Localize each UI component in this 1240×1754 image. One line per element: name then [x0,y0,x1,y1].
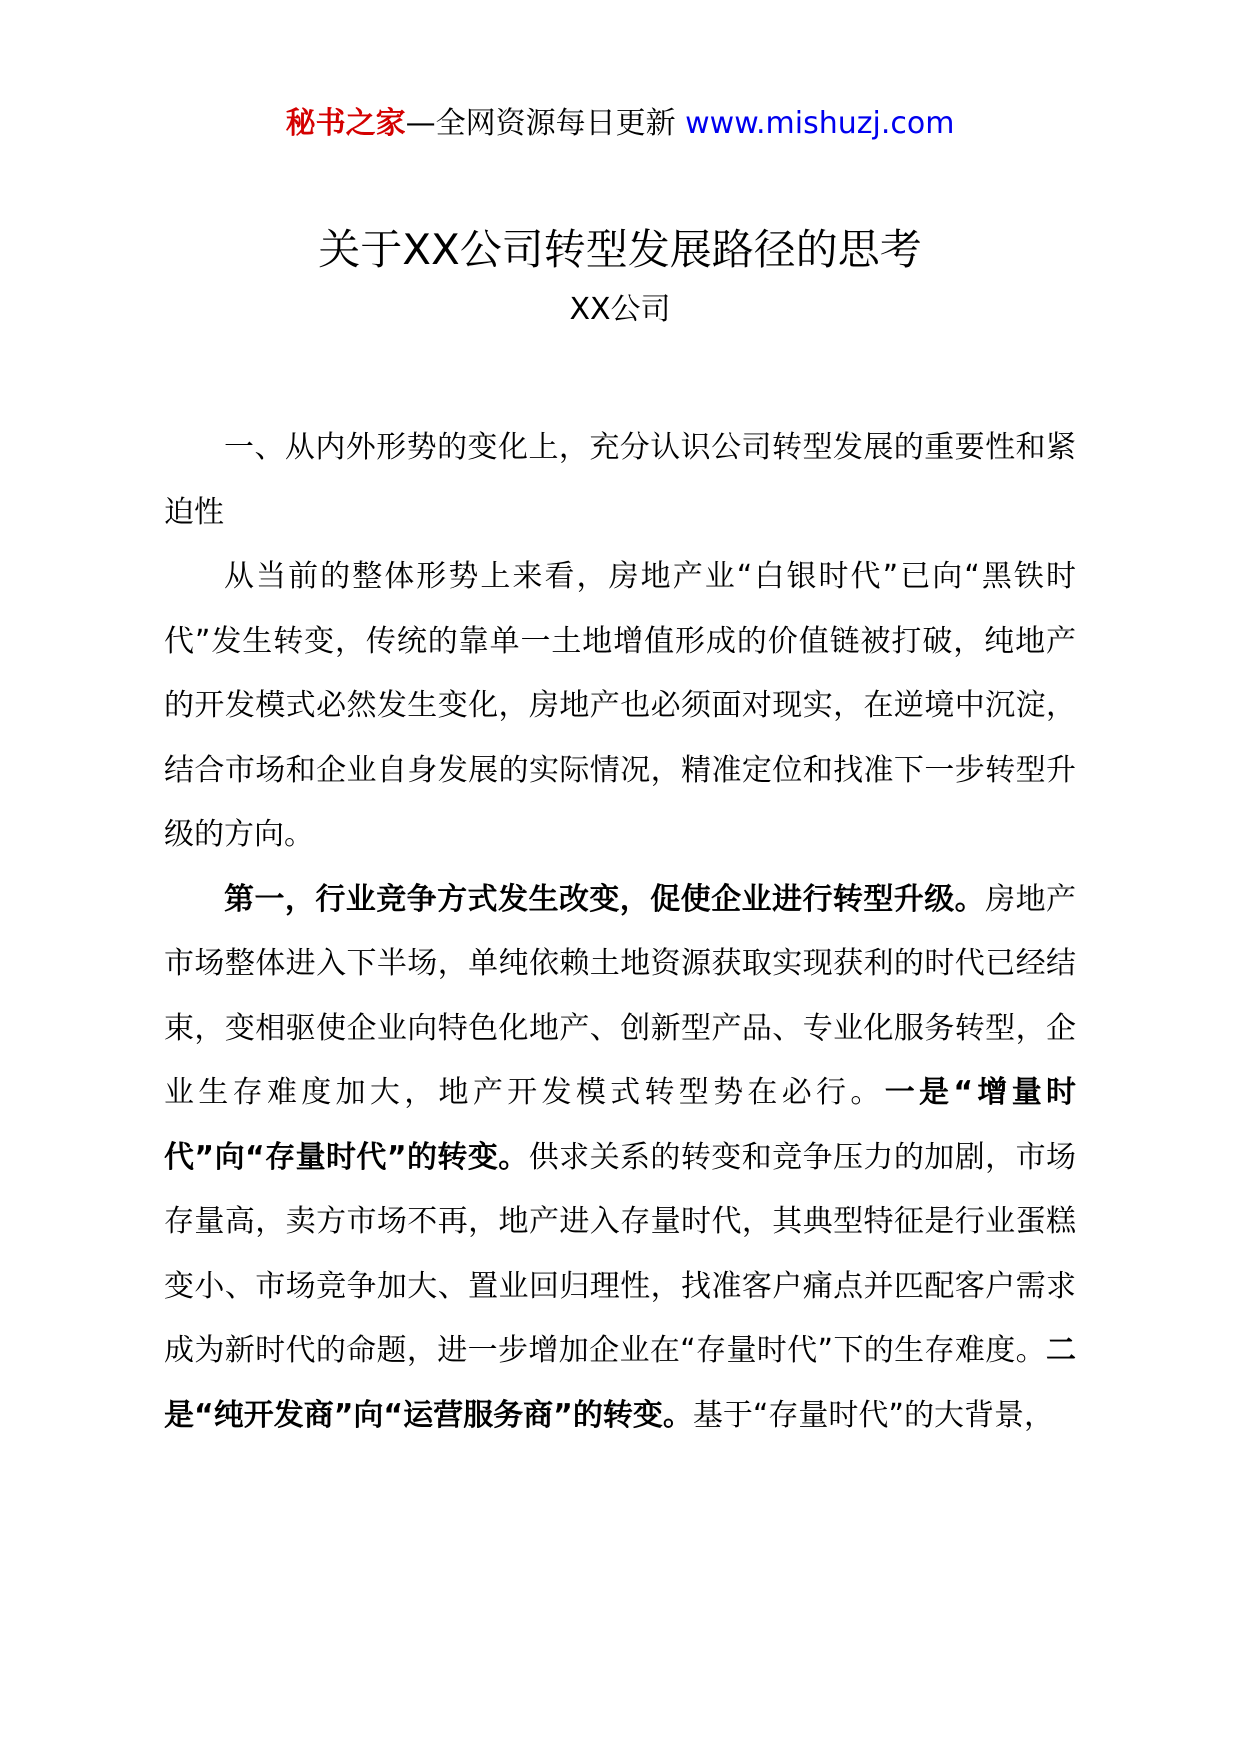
header-banner [0,104,1240,144]
paragraph-lead: 第一，行业竞争方式发生改变，促使企业进行转型升级。 [224,881,986,917]
document-author: XX公司 [569,292,671,327]
paragraph-text: 供求关系的转变和竞争压力的加剧，市场存量高，卖方市场不再，地产进入存量时代，其典型特征是行业蛋糕变小、市场竞争加大、置业回归理性，找准客户痛点并匹配客户需求成为新时代的命题，进一步增加企业在“存量时代”下的生存难度。 [164,1139,1076,1368]
paragraph [164,868,1076,1449]
banner-tagline: —全网资源每日更新 [405,106,686,141]
paragraph-text: 房地产市场整体进入下半场，单纯依赖土地资源获取实现获利的时代已经结束，变相驱使企业向特色化地产、创新型产品、专业化服务转型，企业生存难度加大，地产开发模式转型势在必行。 [164,881,1077,1110]
brand-name: 秘书之家 [285,106,406,141]
point-heading: 二是“纯开发商”向“运营服务商”的转变。 [164,1333,1076,1433]
website-link[interactable]: www.mishuzj.com [685,106,955,141]
paragraph: 从当前的整体形势上来看，房地产业“白银时代”已向“黑铁时代”发生转变，传统的靠单一土地增值形成的价值链被打破，纯地产的开发模式必然发生变化，房地产也必须面对现实，在逆境中沉淀，结合市场和企业自身发展的实际情况，精准定位和找准下一步转型升级的方向。 [164,559,1076,852]
section-heading: 一、从内外形势的变化上，充分认识公司转型发展的重要性和紧迫性 [164,430,1076,530]
document-body [164,416,1076,1448]
point-heading: 一是“增量时代”向“存量时代”的转变。 [164,1075,1077,1175]
paragraph-text: 基于“存量时代”的大背景， [692,1397,1054,1433]
document-title: 关于XX公司转型发展路径的思考 [318,225,922,274]
